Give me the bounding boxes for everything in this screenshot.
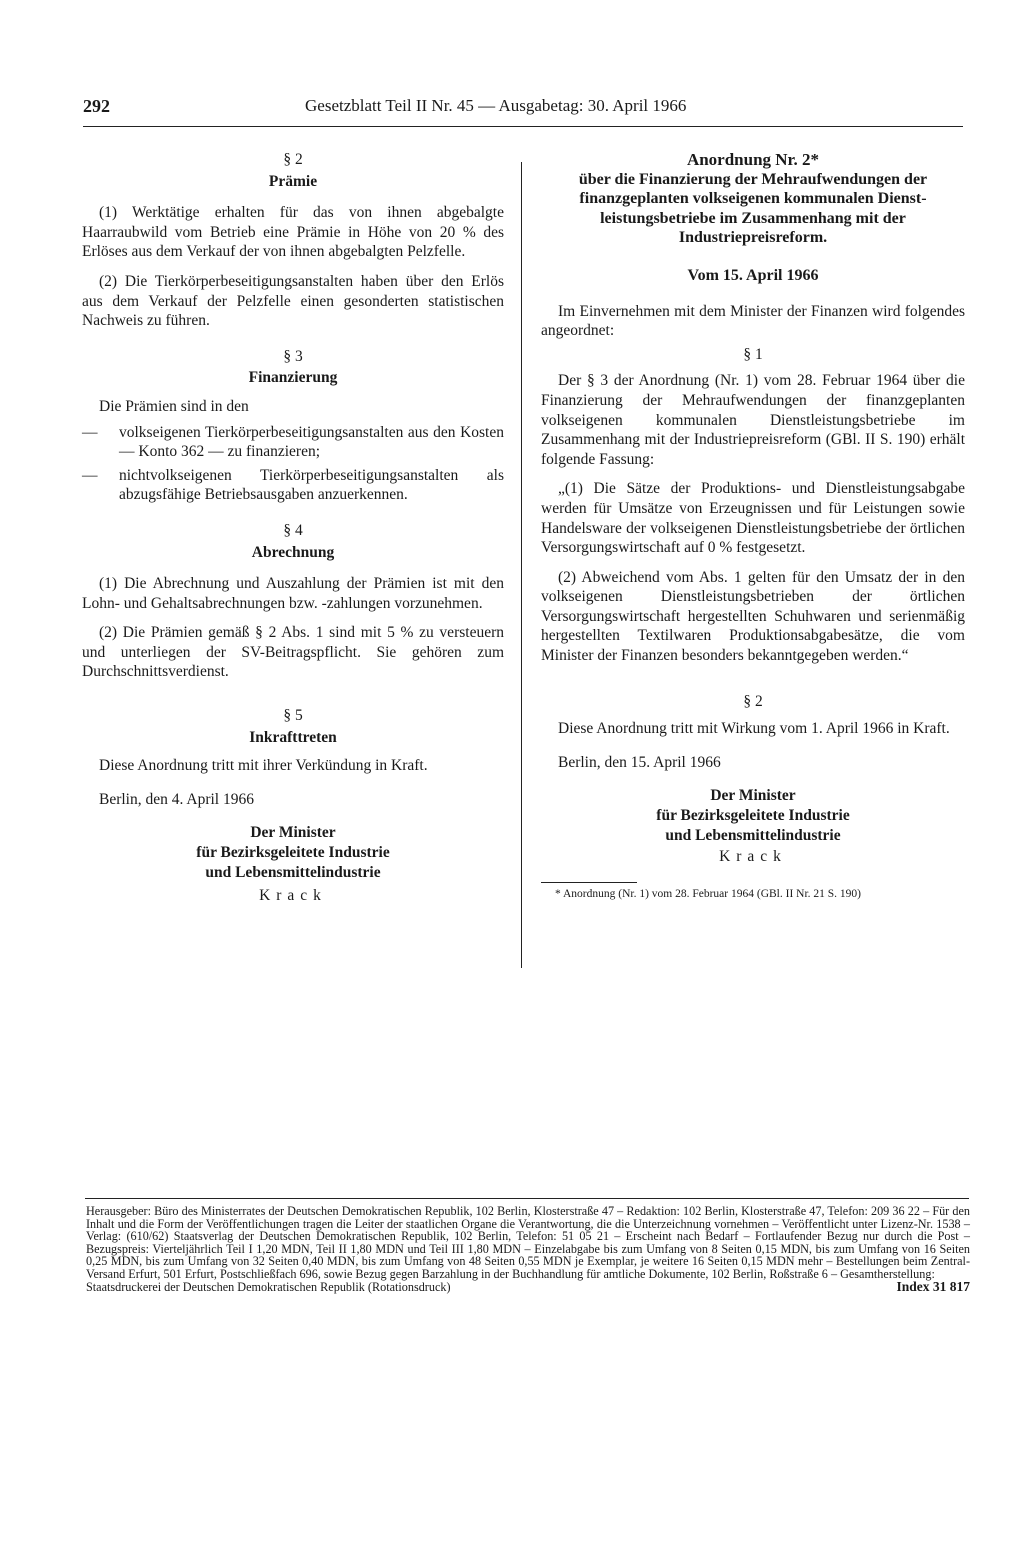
section-title-abrechnung: Abrechnung [251, 543, 335, 561]
paragraph: Die Prämien sind in den [99, 397, 249, 415]
list-item [82, 466, 504, 505]
section-title-praemie: Prämie [268, 172, 318, 190]
dash-marker: — [82, 423, 98, 441]
index-number: Index 31 817 [896, 1278, 970, 1294]
imprint-last-line [86, 1278, 970, 1294]
list-item-text: volkseigenen Tierkörperbeseitigungsanstalten aus den Kosten — Konto 362 — zu finanzieren; [119, 423, 504, 461]
dash-marker: — [82, 466, 98, 484]
list-item-text: nichtvolkseigenen Tierkörperbeseitigungsanstalten als abzugsfähige Betriebsausgaben anzuerkennen. [119, 466, 504, 504]
ordinance-title-line: Industriepreisreform. [678, 229, 828, 247]
ordinance-title: Anordnung Nr. 2* [686, 150, 820, 169]
section-sign-2-right: § 2 [743, 692, 763, 710]
signature-line: für Bezirksgeleitete Industrie [196, 844, 390, 862]
signature-line: Der Minister [710, 787, 796, 805]
footnote-rule [541, 882, 637, 883]
column-divider [521, 162, 522, 968]
section-sign-3: § 3 [283, 347, 303, 365]
ordinance-title-line: leistungsbetriebe im Zusammenhang mit der [600, 209, 906, 227]
ordinance-date: Vom 15. April 1966 [687, 266, 819, 284]
signatory-name: Krack [259, 887, 327, 905]
paragraph: Der § 3 der Anordnung (Nr. 1) vom 28. Februar 1964 über die Finanzierung der Mehraufwendungen der finanzgeplanten volkseigenen kommunalen Dienstleistungsbetriebe im Zusammenhang mit der Industriepreisreform (GBl. II S. 190) erhält folgende Fassung: [541, 372, 965, 468]
running-head: Gesetzblatt Teil II Nr. 45 — Ausgabetag: 30. April 1966 [305, 96, 687, 115]
signature-line: und Lebensmittelindustrie [205, 863, 381, 881]
paragraph: (1) Die Abrechnung und Auszahlung der Prämien ist mit den Lohn- und Gehaltsabrechnungen bzw. -zahlungen vorzunehmen. [82, 575, 504, 612]
imprint-rule [85, 1198, 969, 1199]
page-header [83, 96, 963, 127]
right-column [541, 150, 965, 901]
quoted-paragraph: (2) Abweichend vom Abs. 1 gelten für den Umsatz der in den volkseigenen Dienstleistungsbetrieben der örtlichen Versorgungswirtschaft hergestellten Schuhwaren und serienmäßig hergestellten Textilwaren Produktionsabgabesätze, die vom Minister der Finanzen besonders bekanntgegeben werden.“ [541, 568, 965, 665]
paragraph: (2) Die Tierkörperbeseitigungsanstalten haben über den Erlös aus dem Verkauf der Pelzfelle einen gesonderten statistischen Nachweis zu führen. [82, 272, 504, 330]
imprint [86, 1205, 970, 1293]
list-item [82, 423, 504, 462]
place-date: Berlin, den 4. April 1966 [99, 790, 254, 808]
section-sign-1: § 1 [743, 345, 763, 363]
printer-line: Staatsdruckerei der Deutschen Demokratischen Republik (Rotationsdruck) [86, 1279, 451, 1294]
paragraph: (2) Die Prämien gemäß § 2 Abs. 1 sind mit 5 % zu versteuern und unterliegen der SV-Beitragspflicht. Sie gehören zum Durchschnittsverdienst. [82, 624, 504, 681]
signature-line: für Bezirksgeleitete Industrie [656, 807, 850, 825]
paragraph: (1) Werktätige erhalten für das von ihnen abgebalgte Haarraubwild vom Betrieb eine Prämie in Höhe von 20 % des Erlöses aus dem Verkauf der von ihnen abgebalgten Pelzfelle. [82, 204, 504, 261]
page-number: 292 [83, 96, 110, 116]
imprint-text: Herausgeber: Büro des Ministerrates der Deutschen Demokratischen Republik, 102 Berlin, Klosterstraße 47 – Redaktion: 102 Berlin, Klosterstraße 47, Telefon: 209 36 22 – Für den Inhalt und die Form der Veröffentlichungen tragen die Leiter der staatlichen Organe die Verantwortung, die die Unterzeichnung vornehmen – Veröffentlicht unter Lizenz-Nr. 1538 – Verlag: (610/62) Staatsverlag der Deutschen Demokratischen Republik, 102 Berlin, Telefon: 51 05 21 – Erscheint nach Bedarf – Fortlaufender Bezug nur durch die Post – Bezugspreis: Vierteljährlich Teil I 1,20 MDN, Teil II 1,80 MDN und Teil III 1,80 MDN – Einzelabgabe bis zum Umfang von 8 Seiten 0,15 MDN, bis zum Umfang von 16 Seiten 0,25 MDN, bis zum Umfang von 32 Seiten 0,40 MDN, bis zum Umfang von 48 Seiten 0,55 MDN je Exemplar, je weitere 16 Seiten 0,15 MDN mehr – Bestellungen beim Zentral-Versand Erfurt, 501 Erfurt, Postschließfach 696, sowie Bezug gegen Barzahlung in der Buchhandlung für amtliche Dokumente, 102 Berlin, Roßstraße 6 – Gesamtherstellung: [86, 1204, 970, 1281]
signature-line: und Lebensmittelindustrie [665, 826, 841, 844]
preamble: Im Einvernehmen mit dem Minister der Finanzen wird folgendes angeordnet: [541, 302, 965, 340]
section-sign-2: § 2 [283, 151, 303, 168]
signatory-name: Krack [719, 848, 787, 866]
section-title-inkrafttreten: Inkrafttreten [249, 728, 337, 746]
footnote: * Anordnung (Nr. 1) vom 28. Februar 1964 (GBl. II Nr. 21 S. 190) [555, 888, 862, 901]
left-column [82, 150, 504, 921]
quoted-paragraph: „(1) Die Sätze der Produktions- und Dienstleistungsabgabe werden für Umsätze von Erzeugnissen und für Leistungen sowie Handelsware der volkseigenen Dienstleistungsbetriebe der örtlichen Versorgungswirtschaft auf 0 % festgesetzt. [541, 480, 965, 557]
place-date: Berlin, den 15. April 1966 [558, 753, 721, 771]
ordinance-title-line: finanzgeplanten volkseigenen kommunalen Dienst- [579, 190, 927, 208]
signature-line: Der Minister [250, 824, 336, 842]
section-title-finanzierung: Finanzierung [248, 369, 338, 387]
ordinance-title-line: über die Finanzierung der Mehraufwendungen der [578, 170, 928, 188]
section-sign-5: § 5 [283, 707, 303, 725]
paragraph: Diese Anordnung tritt mit ihrer Verkündung in Kraft. [99, 757, 428, 775]
section-sign-4: § 4 [283, 521, 303, 539]
paragraph: Diese Anordnung tritt mit Wirkung vom 1. April 1966 in Kraft. [558, 720, 950, 738]
